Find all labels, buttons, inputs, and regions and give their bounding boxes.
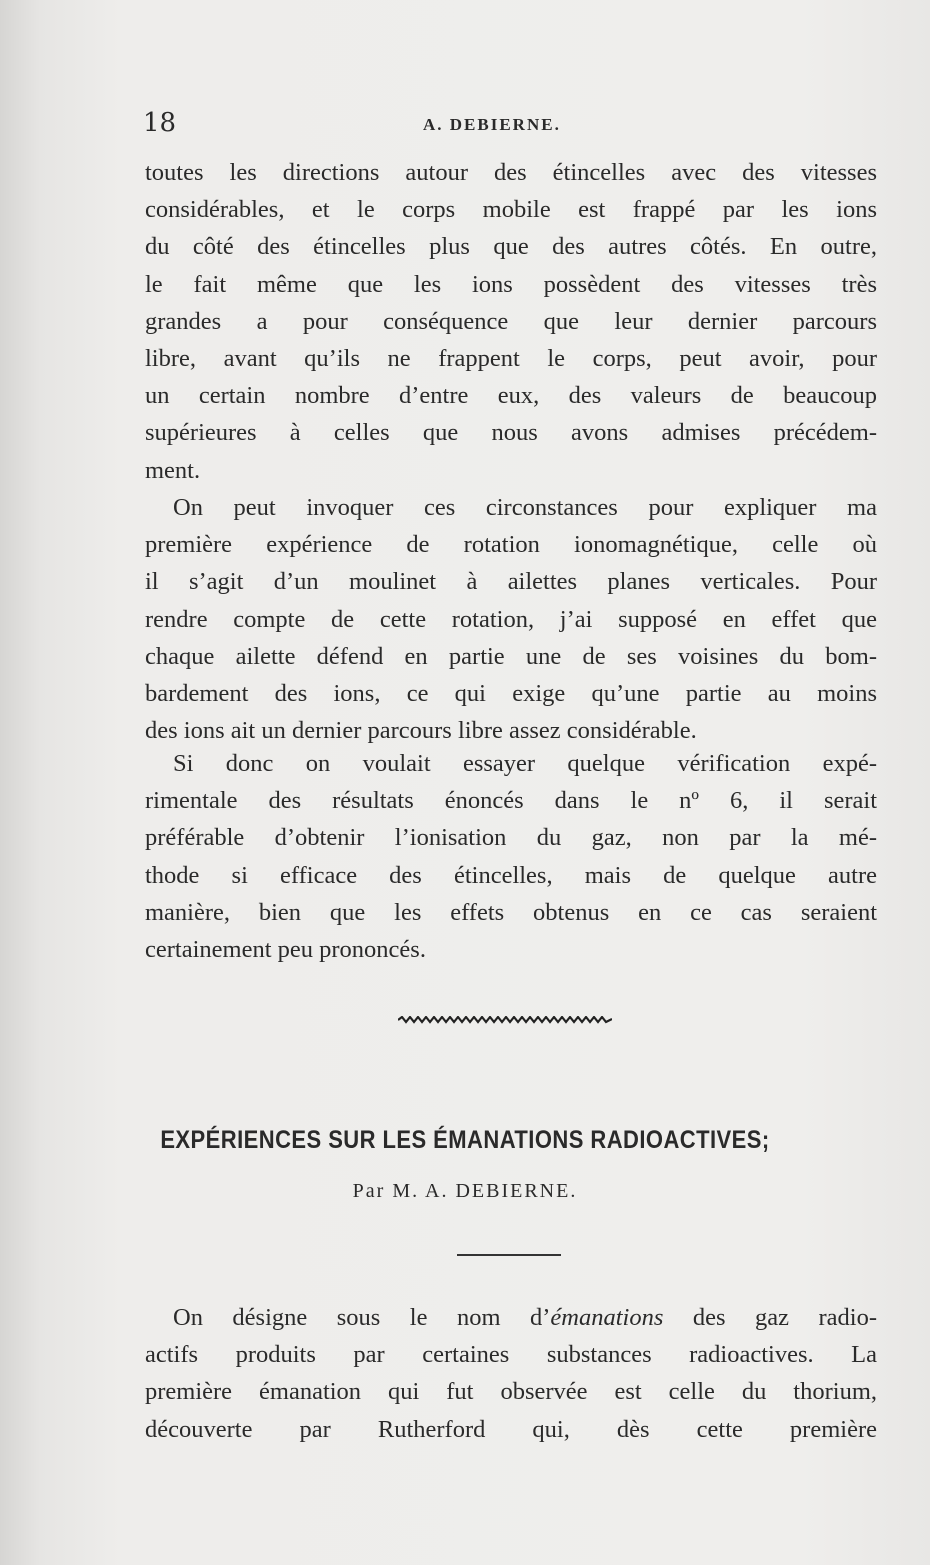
text-line: chaque ailette défend en partie une de ses voisines du bom-	[145, 642, 877, 670]
text-line: certainement peu prononcés.	[145, 935, 426, 963]
text-line: ment.	[145, 456, 201, 484]
text-segment: des gaz radio-	[663, 1304, 877, 1331]
text-line: du côté des étincelles plus que des autres côtés. En outre,	[145, 233, 877, 261]
text-line: il s’agit d’un moulinet à ailettes planes verticales. Pour	[145, 568, 877, 596]
text-line: des ions ait un dernier parcours libre assez considérable.	[145, 717, 697, 745]
paragraph-4	[145, 1299, 877, 1448]
text-line: libre, avant qu’ils ne frappent le corps, peut avoir, pour	[145, 344, 877, 372]
page-header	[143, 108, 877, 144]
text-line: grandes a pour conséquence que leur dernier parcours	[145, 307, 877, 335]
text-line: Si donc on voulait essayer quelque vérification expé-	[173, 750, 877, 777]
text-line: bardement des ions, ce qui exige qu’une partie au moins	[145, 679, 877, 707]
paragraph-3	[145, 745, 877, 968]
text-line: découverte par Rutherford qui, dès cette première	[145, 1415, 877, 1443]
wavy-ornament-divider	[398, 1016, 612, 1024]
text-line: manière, bien que les effets obtenus en ce cas seraient	[145, 898, 877, 926]
text-line: On peut invoquer ces circonstances pour expliquer ma	[173, 494, 877, 521]
text-line: supérieures à celles que nous avons admises précédem-	[145, 419, 877, 447]
text-line: le fait même que les ions possèdent des vitesses très	[145, 270, 877, 298]
paragraph-continued	[145, 154, 877, 489]
text-line: actifs produits par certaines substances radioactives. La	[145, 1341, 877, 1369]
text-line-with-emphasis	[145, 1299, 877, 1336]
text-line: rendre compte de cette rotation, j’ai supposé en effet que	[145, 605, 877, 633]
text-line: toutes les directions autour des étincelles avec des vitesses	[145, 159, 877, 186]
section-rule	[457, 1254, 561, 1256]
article-title: EXPÉRIENCES SUR LES ÉMANATIONS RADIOACTIVES;	[160, 1126, 770, 1154]
paragraph-2	[145, 489, 877, 749]
text-line: préférable d’obtenir l’ionisation du gaz, non par la mé-	[145, 824, 877, 852]
text-line: première émanation qui fut observée est celle du thorium,	[145, 1378, 877, 1406]
emphasized-term: émanations	[550, 1304, 664, 1331]
text-line: première expérience de rotation ionomagnétique, celle où	[145, 531, 877, 559]
page-number: 18	[143, 108, 177, 138]
text-line: un certain nombre d’entre eux, des valeurs de beaucoup	[145, 382, 877, 410]
running-head: A. DEBIERNE.	[423, 115, 561, 134]
article-byline: Par M. A. DEBIERNE.	[352, 1180, 578, 1202]
text-segment: On désigne sous le nom d’	[173, 1304, 551, 1331]
text-line: considérables, et le corps mobile est frappé par les ions	[145, 196, 877, 224]
text-line: thode si efficace des étincelles, mais de quelque autre	[145, 861, 877, 889]
text-line: rimentale des résultats énoncés dans le nº 6, il serait	[145, 787, 877, 815]
